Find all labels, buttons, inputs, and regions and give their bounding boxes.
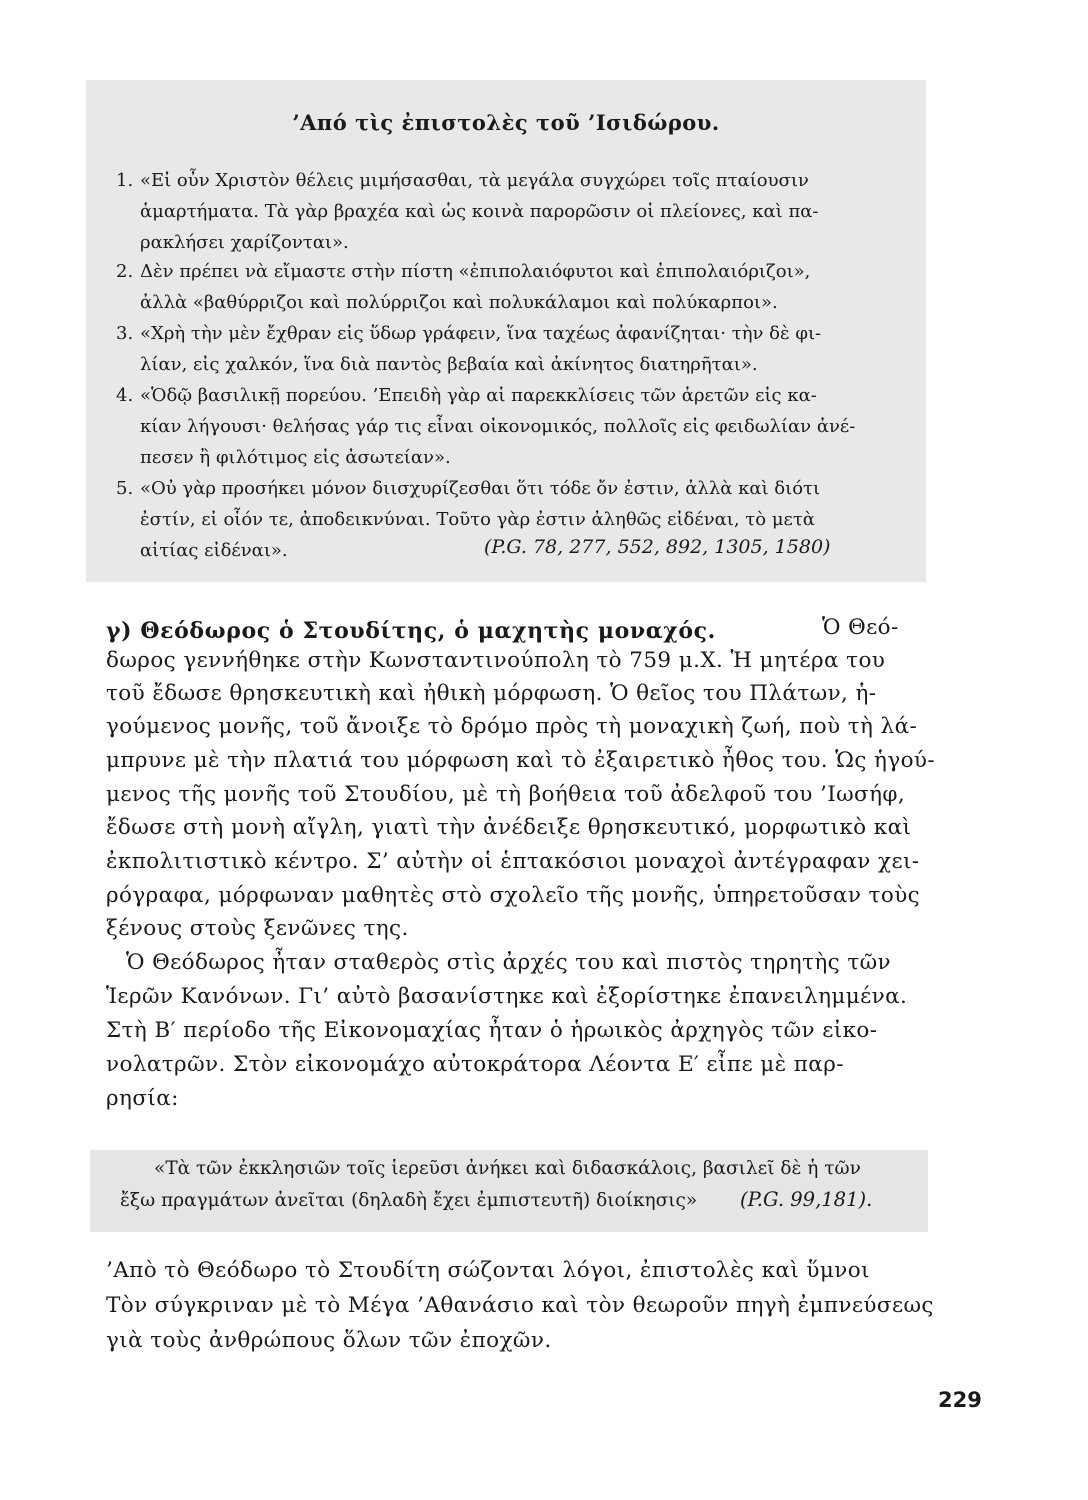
body-line: μπρυνε μὲ τὴν πλατιά του μόρφωση καὶ τὸ ἐξαιρετικὸ ἦθος του. Ὡς ἡγού- <box>106 748 936 773</box>
quote-number: 2. <box>116 261 134 282</box>
quote-number: 3. <box>116 323 134 344</box>
body-line: γούμενος μονῆς, τοῦ ἄνοιξε τὸ δρόμο πρὸς τὴ μοναχικὴ ζωή, ποὺ τὴ λά- <box>106 714 918 739</box>
quote-line: «Τὰ τῶν ἐκκλησιῶν τοῖς ἱερεῦσι ἀνήκει καὶ διδασκάλοις, βασιλεῖ δὲ ἡ τῶν <box>154 1158 861 1179</box>
quote-line: κίαν λήγουσι· θελήσας γάρ τις εἶναι οἰκονομικός, πολλοῖς εἰς φειδωλίαν ἀνέ- <box>140 416 856 437</box>
body-line: Ὁ Θεόδωρος ἦταν σταθερὸς στὶς ἀρχές του καὶ πιστὸς τηρητὴς τῶν <box>126 950 892 975</box>
quote-line: ἀλλὰ «βαθύρριζοι καὶ πολύρριζοι καὶ πολυκάλαμοι καὶ πολύκαρποι». <box>140 292 778 313</box>
body-line: ξένους στοὺς ξενῶνες της. <box>106 916 409 941</box>
box-citation: (P.G. 78, 277, 552, 892, 1305, 1580) <box>484 536 831 558</box>
quote-line: αἰτίας εἰδέναι». <box>140 540 288 561</box>
page-number: 229 <box>938 1388 982 1412</box>
quote-line: ρακλήσει χαρίζονται». <box>140 232 349 253</box>
body-line: ρόγραφα, μόρφωναν μαθητὲς στὸ σχολεῖο τῆς μονῆς, ὑπηρετοῦσαν τοὺς <box>106 883 921 908</box>
quote-citation: (P.G. 99,181). <box>740 1188 873 1211</box>
quote-number: 4. <box>116 385 134 406</box>
body-line: Ὁ Θεό- <box>822 615 899 640</box>
body-line: τοῦ ἔδωσε θρησκευτικὴ καὶ ἠθικὴ μόρφωση. Ὁ θεῖος του Πλάτων, ἡ- <box>106 681 877 706</box>
quote-line: «Ὁδῷ βασιλικῇ πορεύου. ’Επειδὴ γὰρ αἱ παρεκκλίσεις τῶν ἀρετῶν εἰς κα- <box>140 385 817 406</box>
quote-line: πεσεν ἢ φιλότιμος εἰς ἀσωτείαν». <box>140 447 451 468</box>
quote-line: «Οὐ γὰρ προσήκει μόνον διισχυρίζεσθαι ὅτι τόδε ὄν ἐστιν, ἀλλὰ καὶ διότι <box>140 478 821 499</box>
body-line: μενος τῆς μονῆς τοῦ Στουδίου, μὲ τὴ βοήθεια τοῦ ἀδελφοῦ του ’Ιωσήφ, <box>106 782 906 807</box>
body-line: Τὸν σύγκριναν μὲ τὸ Μέγα ’Αθανάσιο καὶ τὸν θεωροῦν πηγὴ ἐμπνεύσεως <box>106 1293 934 1318</box>
quote-line: ἁμαρτήματα. Τὰ γὰρ βραχέα καὶ ὡς κοινὰ παρορῶσιν οἱ πλείονες, καὶ πα- <box>140 201 819 222</box>
quote-line: ἐστίν, εἰ οἷόν τε, ἀποδεικνύναι. Τοῦτο γὰρ ἐστιν ἀληθῶς εἰδέναι, τὸ μετὰ <box>140 509 815 530</box>
quote-line: ἔξω πραγμάτων ἀνεῖται (δηλαδὴ ἔχει ἐμπιστευτῆ) διοίκησις» <box>120 1190 698 1211</box>
body-line: δωρος γεννήθηκε στὴν Κωνσταντινούπολη τὸ 759 μ.Χ. Ἡ μητέρα του <box>106 648 886 673</box>
quote-line: «Εἰ οὖν Χριστὸν θέλεις μιμήσασθαι, τὰ μεγάλα συγχώρει τοῖς πταίουσιν <box>140 170 809 191</box>
body-line: Ἱερῶν Κανόνων. Γι’ αὐτὸ βασανίστηκε καὶ ἐξορίστηκε ἐπανειλημμένα. <box>106 984 908 1009</box>
body-line: ρησία: <box>106 1086 179 1111</box>
body-line: ἐκπολιτιστικὸ κέντρο. Σ’ αὐτὴν οἱ ἑπτακόσιοι μοναχοὶ ἀντέγραφαν χει- <box>106 849 920 874</box>
section-heading: γ) Θεόδωρος ὁ Στουδίτης, ὁ μαχητὴς μοναχός. <box>106 618 716 644</box>
quote-line: «Χρὴ τὴν μὲν ἔχθραν εἰς ὕδωρ γράφειν, ἵνα ταχέως ἀφανίζηται· τὴν δὲ φι- <box>140 323 822 344</box>
body-line: γιὰ τοὺς ἀνθρώπους ὅλων τῶν ἐποχῶν. <box>106 1328 552 1353</box>
body-line: νολατρῶν. Στὸν εἰκονομάχο αὐτοκράτορα Λέοντα Ε′ εἶπε μὲ παρ- <box>106 1052 844 1077</box>
quote-number: 1. <box>116 170 134 191</box>
quote-line: λίαν, εἰς χαλκόν, ἵνα διὰ παντὸς βεβαία καὶ ἀκίνητος διατηρῆται». <box>140 354 758 375</box>
quote-number: 5. <box>116 478 134 499</box>
quote-line: Δὲν πρέπει νὰ εἴμαστε στὴν πίστη «ἐπιπολαιόφυτοι καὶ ἐπιπολαιόριζοι», <box>140 261 811 282</box>
body-line: ’Απὸ τὸ Θεόδωρο τὸ Στουδίτη σώζονται λόγοι, ἐπιστολὲς καὶ ὕμνοι <box>106 1258 870 1283</box>
body-line: ἔδωσε στὴ μονὴ αἴγλη, γιατὶ τὴν ἀνέδειξε θρησκευτικό, μορφωτικὸ καὶ <box>106 815 912 840</box>
box-title: ’Από τὶς ἐπιστολὲς τοῦ ’Ισιδώρου. <box>292 110 720 135</box>
body-line: Στὴ Β′ περίοδο τῆς Εἰκονομαχίας ἦταν ὁ ἡρωικὸς ἀρχηγὸς τῶν εἰκο- <box>106 1018 878 1043</box>
